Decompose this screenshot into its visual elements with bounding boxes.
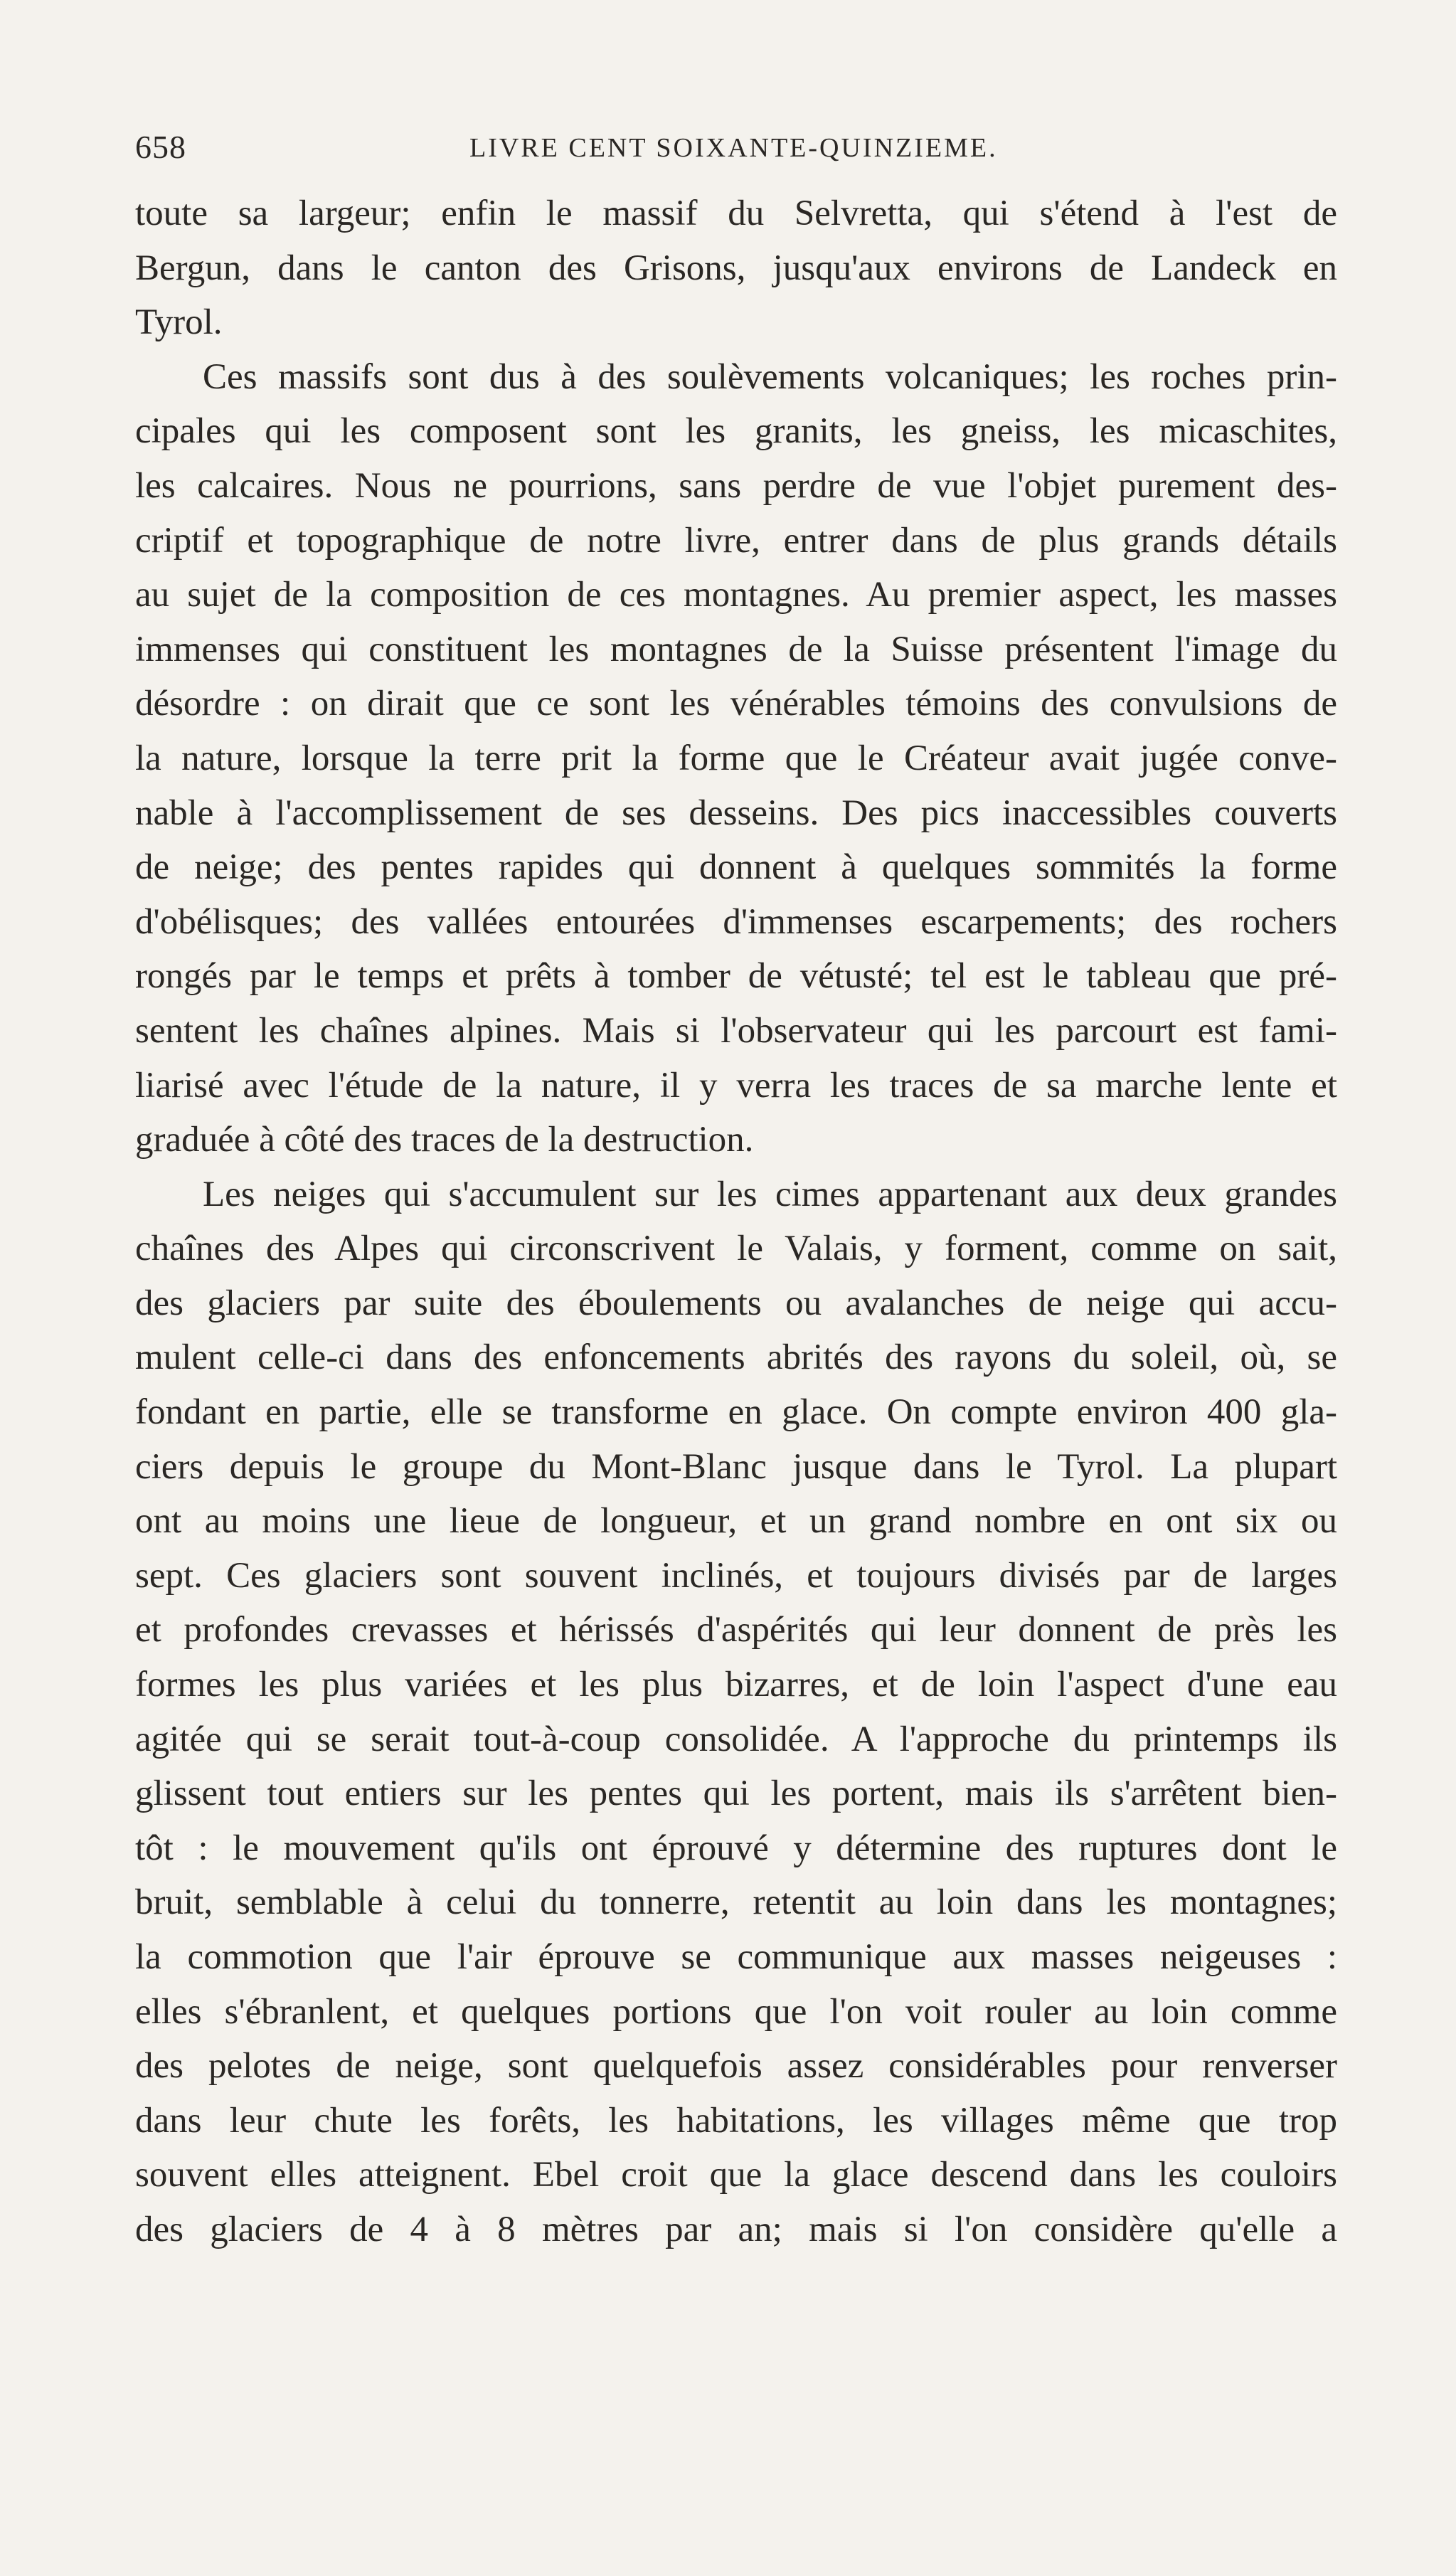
- text-line: immenses qui constituent les montagnes de la Suisse présentent l'image du: [135, 629, 1337, 669]
- text-line: Tyrol.: [135, 302, 223, 343]
- text-line: tôt : le mouvement qu'ils ont éprouvé y détermine des ruptures dont le: [135, 1828, 1337, 1868]
- text-line: la commotion que l'air éprouve se communique aux masses neigeuses :: [135, 1937, 1337, 1977]
- text-line: graduée à côté des traces de la destruction.: [135, 1120, 754, 1160]
- text-line: les calcaires. Nous ne pourrions, sans perdre de vue l'objet purement des-: [135, 465, 1337, 506]
- text-line: des glaciers par suite des éboulements ou avalanches de neige qui accu-: [135, 1283, 1337, 1323]
- text-line: formes les plus variées et les plus bizarres, et de loin l'aspect d'une eau: [135, 1665, 1337, 1705]
- text-line: de neige; des pentes rapides qui donnent à quelques sommités la forme: [135, 847, 1337, 888]
- text-line: et profondes crevasses et hérissés d'aspérités qui leur donnent de près les: [135, 1610, 1337, 1650]
- text-line: mulent celle-ci dans des enfoncements abrités des rayons du soleil, où, se: [135, 1337, 1337, 1378]
- text-line: désordre : on dirait que ce sont les vénérables témoins des convulsions de: [135, 684, 1337, 724]
- text-line: la nature, lorsque la terre prit la forme que le Créateur avait jugée conve-: [135, 738, 1337, 778]
- running-head: LIVRE CENT SOIXANTE-QUINZIEME.: [469, 133, 998, 163]
- paragraph: [135, 350, 1337, 1167]
- text-line: criptif et topographique de notre livre, entrer dans de plus grands détails: [135, 520, 1337, 561]
- text-line: elles s'ébranlent, et quelques portions que l'on voit rouler au loin comme: [135, 1991, 1337, 2032]
- text-line: chaînes des Alpes qui circonscrivent le Valais, y forment, comme on sait,: [135, 1229, 1337, 1269]
- text-line: toute sa largeur; enfin le massif du Selvretta, qui s'étend à l'est de: [135, 194, 1337, 233]
- text-line: glissent tout entiers sur les pentes qui les portent, mais ils s'arrêtent bien-: [135, 1774, 1337, 1814]
- text-line: souvent elles atteignent. Ebel croit que la glace descend dans les couloirs: [135, 2155, 1337, 2195]
- text-line: ciers depuis le groupe du Mont-Blanc jusque dans le Tyrol. La plupart: [135, 1446, 1337, 1487]
- paragraph: [135, 1167, 1337, 2257]
- text-line: Bergun, dans le canton des Grisons, jusqu'aux environs de Landeck en: [135, 248, 1337, 288]
- text-line: fondant en partie, elle se transforme en glace. On compte environ 400 gla-: [135, 1392, 1337, 1433]
- text-line: des pelotes de neige, sont quelquefois assez considérables pour renverser: [135, 2046, 1337, 2087]
- paragraph: [135, 186, 1337, 350]
- text-line: rongés par le temps et prêts à tomber de vétusté; tel est le tableau que pré-: [135, 956, 1337, 997]
- text-line: cipales qui les composent sont les granits, les gneiss, les micaschites,: [135, 411, 1337, 452]
- text-line: nable à l'accomplissement de ses desseins. Des pics inaccessibles couverts: [135, 793, 1337, 833]
- text-line: ont au moins une lieue de longueur, et un grand nombre en ont six ou: [135, 1501, 1337, 1542]
- text-line: au sujet de la composition de ces montagnes. Au premier aspect, les masses: [135, 575, 1337, 615]
- text-line: d'obélisques; des vallées entourées d'immenses escarpements; des rochers: [135, 901, 1337, 942]
- text-line: liarisé avec l'étude de la nature, il y verra les traces de sa marche lente et: [135, 1065, 1337, 1106]
- page-number: 658: [135, 129, 186, 165]
- text-line: Les neiges qui s'accumulent sur les cimes appartenant aux deux grandes: [203, 1174, 1337, 1214]
- text-line: dans leur chute les forêts, les habitations, les villages même que trop: [135, 2100, 1337, 2141]
- text-line: des glaciers de 4 à 8 mètres par an; mais si l'on considère qu'elle a: [135, 2209, 1337, 2249]
- text-line: bruit, semblable à celui du tonnerre, retentit au loin dans les montagnes;: [135, 1882, 1337, 1923]
- text-line: sentent les chaînes alpines. Mais si l'observateur qui les parcourt est fami-: [135, 1010, 1337, 1051]
- page-header: [135, 128, 1330, 178]
- text-line: agitée qui se serait tout-à-coup consolidée. A l'approche du printemps ils: [135, 1719, 1337, 1759]
- body-text: [135, 186, 1337, 2257]
- text-line: Ces massifs sont dus à des soulèvements volcaniques; les roches prin-: [203, 356, 1337, 397]
- text-line: sept. Ces glaciers sont souvent inclinés, et toujours divisés par de larges: [135, 1555, 1337, 1596]
